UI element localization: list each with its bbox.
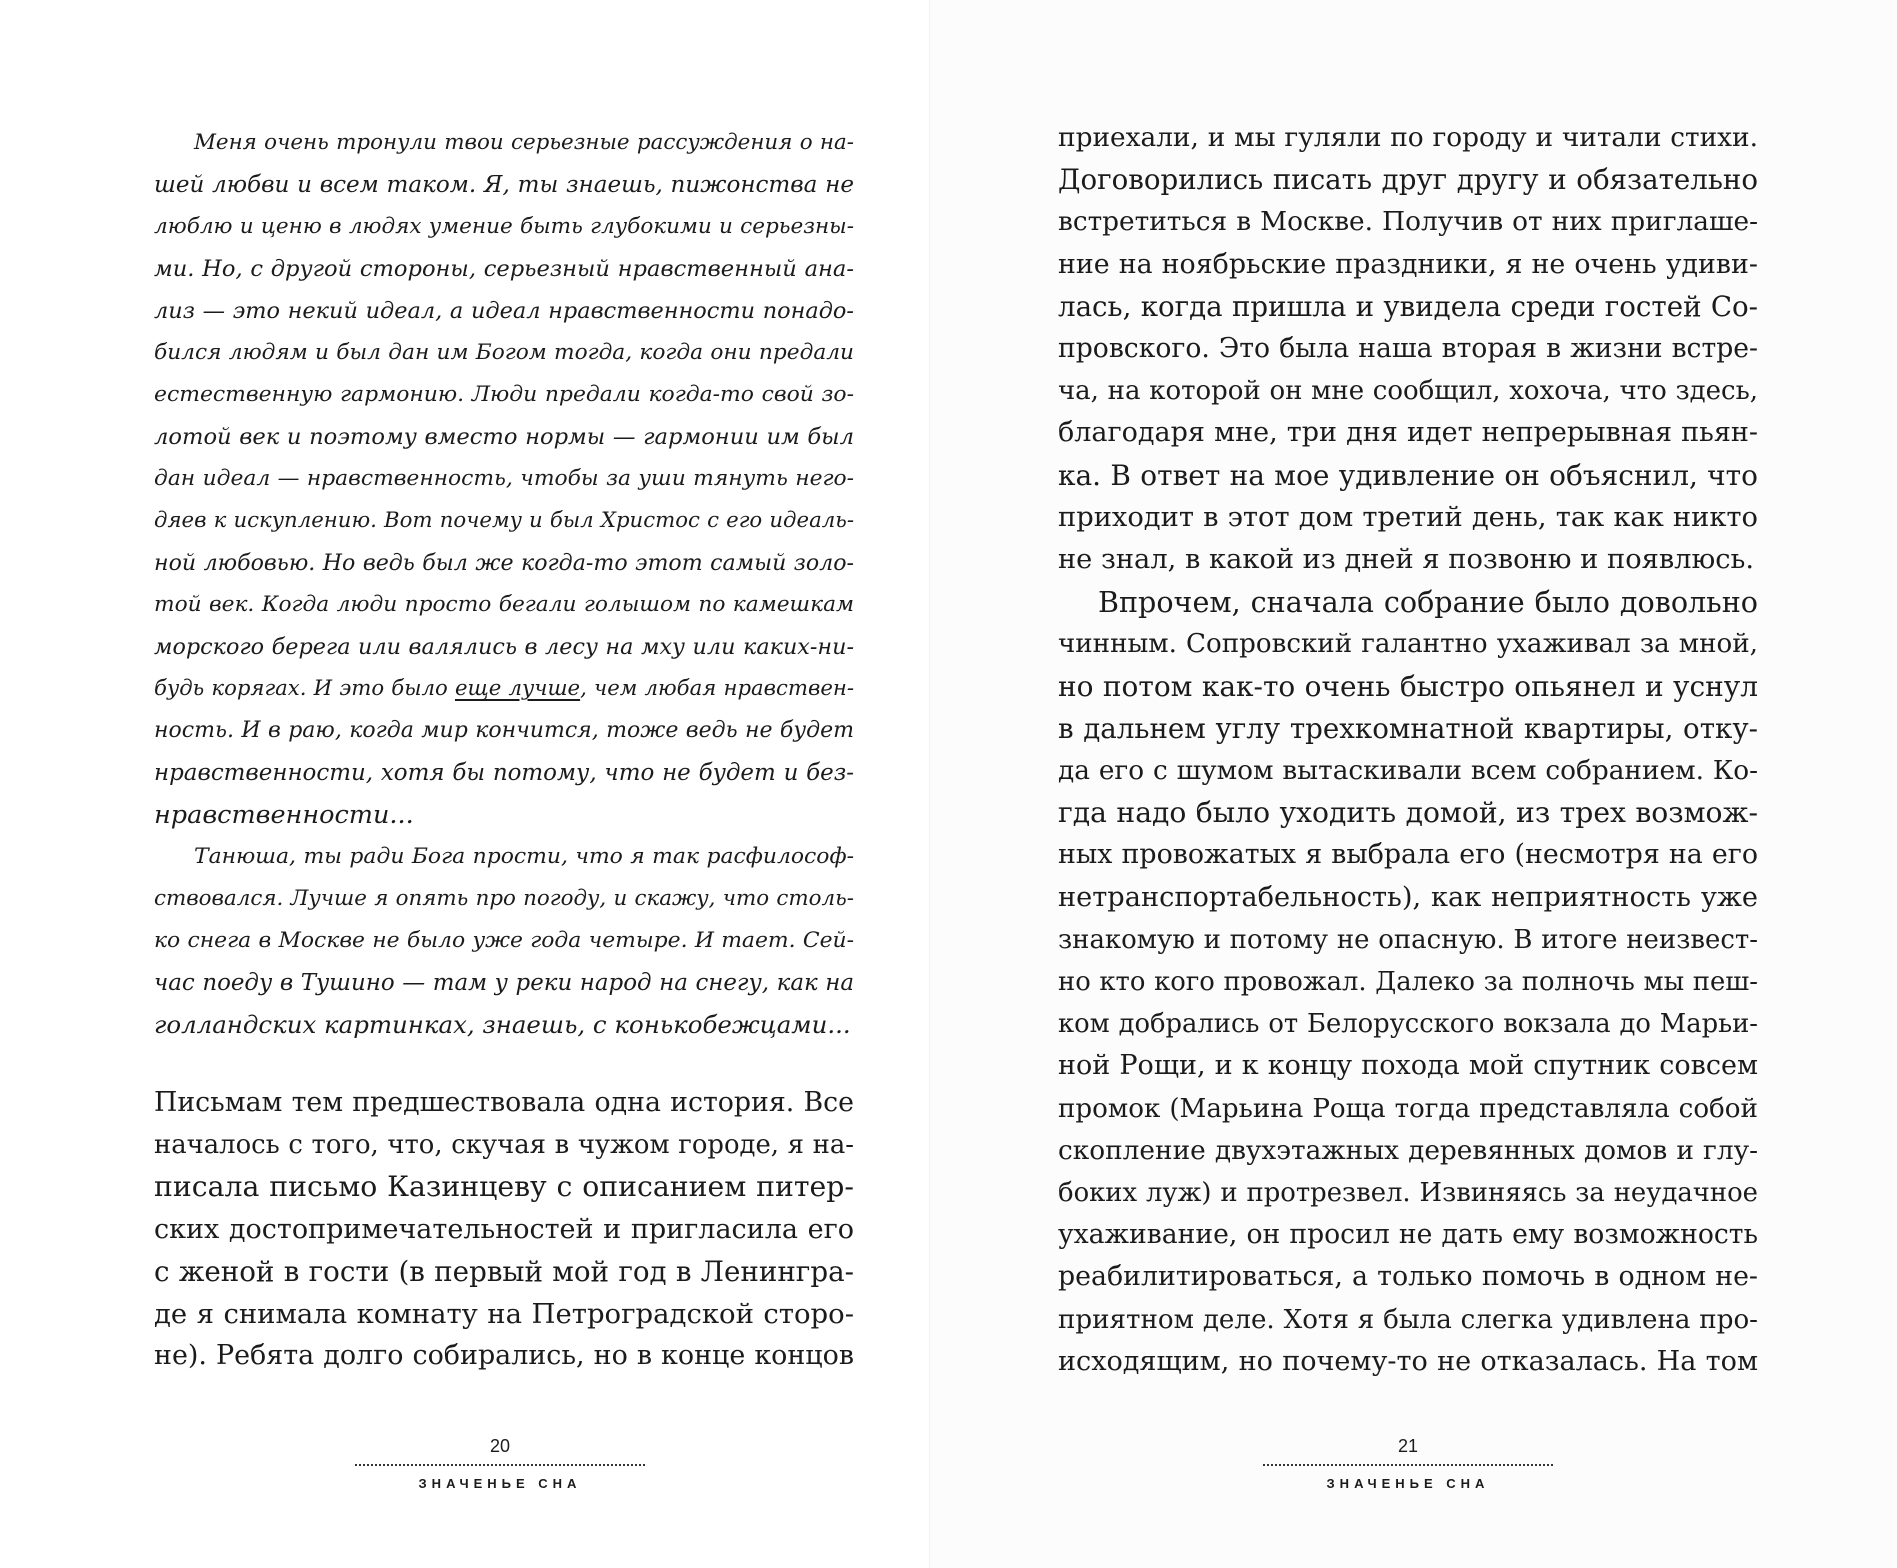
text-line: ных провожатых я выбрала его (несмотря на его <box>1058 839 1758 871</box>
page-number: 21 <box>1397 1436 1419 1456</box>
letter-line: ствовался. Лучше я опять про погоду, и скажу, что столь- <box>154 886 854 911</box>
underlined-phrase: еще лучше <box>454 676 581 701</box>
letter-line: люблю и ценю в людях умение быть глубокими и серьезны- <box>154 214 854 239</box>
text-line: но кто кого провожал. Далеко за полночь мы пеш- <box>1058 967 1758 998</box>
text-line: приходит в этот дом третий день, так как никто <box>1058 501 1758 533</box>
text-line: но потом как-то очень быстро опьянел и уснул <box>1058 669 1758 703</box>
letter-line: лотой век и поэтому вместо нормы — гармонии им был <box>154 424 854 450</box>
text-after-underline: , чем любая нравствен- <box>580 676 854 701</box>
letter-line: естественную гармонию. Люди предали когда-то свой зо- <box>154 382 854 407</box>
text-line: ние на ноябрьские праздники, я не очень удиви- <box>1058 248 1758 280</box>
text-line: реабилитироваться, а только помочь в одном не- <box>1058 1261 1758 1293</box>
letter-excerpt <box>154 122 854 1046</box>
text-line: ной Рощи, и к концу похода мой спутник совсем <box>1058 1050 1758 1082</box>
running-title: ЗНАЧЕНЬЕ СНА <box>418 1476 582 1491</box>
text-line: Договорились писать друг другу и обязательно <box>1058 163 1758 197</box>
dotted-divider <box>1263 1464 1553 1466</box>
text-line: благодаря мне, три дня идет непрерывная пьян- <box>1058 417 1758 449</box>
running-title: ЗНАЧЕНЬЕ СНА <box>1326 1476 1490 1491</box>
text-line: писала письмо Казинцеву с описанием питер- <box>154 1170 854 1204</box>
letter-line: дяев к искуплению. Вот почему и был Христос с его идеаль- <box>154 508 854 533</box>
letter-line: Меня очень тронули твои серьезные рассуждения о на- <box>194 130 854 155</box>
text-line: исходящим, но почему-то не отказалась. На том <box>1058 1345 1758 1377</box>
letter-line: дан идеал — нравственность, чтобы за уши тянуть него- <box>154 466 854 491</box>
letter-line: ми. Но, с другой стороны, серьезный нравственный ана- <box>154 256 854 282</box>
letter-line: шей любви и всем таком. Я, ты знаешь, пижонства не <box>154 172 854 198</box>
letter-line: ной любовью. Но ведь был же когда-то этот самый золо- <box>154 550 854 576</box>
page-footer <box>330 1436 670 1491</box>
letter-line: Танюша, ты ради Бога прости, что я так расфилософ- <box>194 844 854 869</box>
letter-line: морского берега или валялись в лесу на мху или каких-ни- <box>154 634 854 660</box>
letter-line: час поеду в Тушино — там у реки народ на снегу, как на <box>154 970 854 996</box>
text-line: ухаживание, он просил не дать ему возможность <box>1058 1219 1758 1251</box>
letter-line: нравственности, хотя бы потому, что не будет и без- <box>154 760 854 786</box>
text-line: знакомую и потому не опасную. В итоге неизвест- <box>1058 924 1758 955</box>
text-line: ских достопримечательностей и пригласила его <box>154 1213 854 1245</box>
narrative-text <box>1058 117 1758 1383</box>
text-before-underline: будь корягах. И это было <box>154 676 455 701</box>
text-line: началось с того, что, скучая в чужом городе, я на- <box>154 1130 854 1161</box>
letter-line: нравственности... <box>154 800 414 830</box>
right-page <box>930 0 1897 1568</box>
letter-line: той век. Когда люди просто бегали голышом по камешкам <box>154 592 854 617</box>
left-page <box>0 0 930 1568</box>
text-line: ком добрались от Белорусского вокзала до Марьи- <box>1058 1009 1758 1040</box>
text-line: не). Ребята долго собирались, но в конце концов <box>154 1340 854 1372</box>
text-line: гда надо было уходить домой, из трех возмож- <box>1058 796 1758 830</box>
dotted-divider <box>355 1464 645 1466</box>
letter-line: бился людям и был дан им Богом тогда, когда они предали <box>154 340 854 365</box>
letter-line-underlined <box>154 668 854 710</box>
text-line: ка. В ответ на мое удивление он объяснил, что <box>1058 458 1758 492</box>
text-line: нетранспортабельность), как неприятность уже <box>1058 881 1758 913</box>
narrative-paragraph <box>154 1082 854 1377</box>
page-number: 20 <box>489 1436 511 1456</box>
letter-line: голландских картинках, знаешь, с конькобежцами... <box>154 1010 851 1039</box>
text-line: провского. Это была наша вторая в жизни встре- <box>1058 333 1758 365</box>
text-line: не знал, в какой из дней я позвоню и появлюсь. <box>1058 544 1755 576</box>
text-line: промок (Марьина Роща тогда представляла собой <box>1058 1093 1758 1124</box>
letter-line: лиз — это некий идеал, а идеал нравственности понадо- <box>154 298 854 324</box>
text-line: чинным. Сопровский галантно ухаживал за мной, <box>1058 629 1758 660</box>
text-line: Письмам тем предшествовала одна история. Все <box>154 1087 854 1118</box>
text-line: Впрочем, сначала собрание было довольно <box>1098 585 1758 620</box>
page-footer <box>1238 1436 1578 1491</box>
text-line: да его с шумом вытаскивали всем собранием. Ко- <box>1058 756 1758 787</box>
text-line: встретиться в Москве. Получив от них приглаше- <box>1058 207 1758 238</box>
text-line: боких луж) и протрезвел. Извиняясь за неудачное <box>1058 1178 1758 1209</box>
text-line: в дальнем углу трехкомнатной квартиры, отку- <box>1058 711 1758 745</box>
text-line: приехали, и мы гуляли по городу и читали стихи. <box>1058 123 1758 153</box>
text-line: с женой в гости (в первый мой год в Ленингра- <box>154 1254 854 1288</box>
text-line: лась, когда пришла и увидела среди гостей Со- <box>1058 289 1758 323</box>
letter-line: ко снега в Москве не было уже года четыре. И тает. Сей- <box>154 928 854 953</box>
text-line: ча, на которой он мне сообщил, хохоча, что здесь, <box>1058 376 1758 407</box>
letter-line: ность. И в раю, когда мир кончится, тоже ведь не будет <box>154 718 854 743</box>
text-line: приятном деле. Хотя я была слегка удивлена про- <box>1058 1304 1758 1335</box>
text-line: де я снимала комнату на Петроградской сторо- <box>154 1298 854 1331</box>
text-line: скопление двухэтажных деревянных домов и глу- <box>1058 1135 1758 1166</box>
